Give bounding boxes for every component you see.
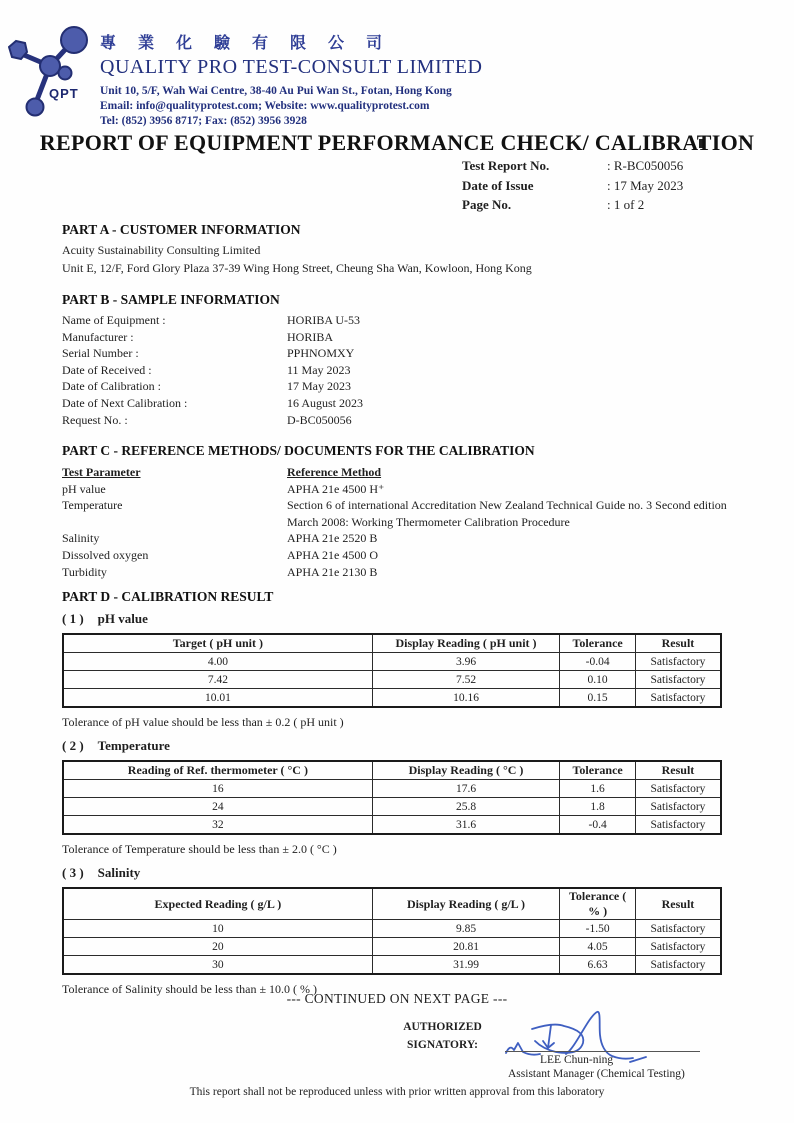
sample-info-row <box>62 362 722 379</box>
sample-info-row <box>62 312 722 329</box>
sample-info-row <box>62 329 722 346</box>
cell: 7.52 <box>372 671 560 689</box>
salinity-table <box>62 887 722 975</box>
part-b-heading: PART B - SAMPLE INFORMATION <box>62 292 280 307</box>
salinity-table-header-row <box>63 888 721 920</box>
part-c-heading: PART C - REFERENCE METHODS/ DOCUMENTS FOR THE CALIBRATION <box>62 443 535 458</box>
report-info-row <box>462 156 752 176</box>
date-next-calibration-label: Date of Next Calibration : <box>62 395 188 410</box>
table-row <box>63 780 721 798</box>
manufacturer-value: HORIBA <box>287 329 334 344</box>
table-row <box>63 689 721 708</box>
method-ph: APHA 21e 4500 H⁺ <box>287 481 385 496</box>
method-temperature: Section 6 of international Accreditation New Zealand Technical Guide no. 3 Second edition March 2008: Working Thermometer Calibration Procedure <box>287 498 727 529</box>
date-next-calibration-value: 16 August 2023 <box>287 395 364 410</box>
table-row <box>63 956 721 975</box>
report-info-row <box>462 176 752 196</box>
param-salinity: Salinity <box>62 531 100 546</box>
reference-row <box>62 564 744 581</box>
cell: 0.10 <box>560 671 636 689</box>
reference-header-row <box>62 464 744 481</box>
sal-col-expected: Expected Reading ( g/L ) <box>63 888 372 920</box>
date-calibration-label: Date of Calibration : <box>62 379 161 394</box>
param-ph: pH value <box>62 481 106 496</box>
cell: 32 <box>63 816 372 835</box>
equipment-value: HORIBA U-53 <box>287 313 361 327</box>
cell: 10.16 <box>372 689 560 708</box>
ph-section-number: ( 1 ) <box>62 611 84 626</box>
temperature-table-header-row <box>63 761 721 780</box>
continued-on-next-page: --- CONTINUED ON NEXT PAGE --- <box>286 991 508 1006</box>
cell: 4.00 <box>63 653 372 671</box>
cell: 10.01 <box>63 689 372 708</box>
signatory-role: Assistant Manager (Chemical Testing) <box>508 1068 685 1080</box>
date-received-label: Date of Received : <box>62 362 152 377</box>
cell: 31.99 <box>372 956 560 975</box>
cell: 30 <box>63 956 372 975</box>
request-no-value: D-BC050056 <box>287 412 352 427</box>
ph-col-display: Display Reading ( pH unit ) <box>372 634 560 653</box>
ph-section-heading <box>62 611 722 627</box>
temp-col-tolerance: Tolerance <box>560 761 636 780</box>
report-info-row <box>462 195 752 215</box>
page-no-label: Page No. <box>462 197 512 212</box>
signatory-name: LEE Chun-ning <box>540 1054 614 1066</box>
sample-info-row <box>62 378 722 395</box>
table-row <box>63 671 721 689</box>
ph-tolerance-note: Tolerance of pH value should be less than ± 0.2 ( pH unit ) <box>62 715 344 729</box>
cell: 0.15 <box>560 689 636 708</box>
cell: Satisfactory <box>635 938 721 956</box>
tel-fax-line: Tel: (852) 3956 8717; Fax: (852) 3956 3928 <box>100 115 307 127</box>
salinity-tolerance-note: Tolerance of Salinity should be less than ± 10.0 ( % ) <box>62 982 318 996</box>
temperature-section-name: Temperature <box>97 738 170 753</box>
ph-result-section <box>62 611 722 730</box>
sample-info-row <box>62 412 722 429</box>
cell: Satisfactory <box>635 956 721 975</box>
part-a-heading: PART A - CUSTOMER INFORMATION <box>62 222 301 237</box>
test-parameter-header: Test Parameter <box>62 465 141 479</box>
company-address <box>100 84 483 129</box>
cell: 7.42 <box>63 671 372 689</box>
table-row <box>63 920 721 938</box>
cell: Satisfactory <box>635 920 721 938</box>
part-d-heading: PART D - CALIBRATION RESULT <box>62 589 274 604</box>
method-salinity: APHA 21e 2520 B <box>287 531 378 546</box>
sal-col-tolerance: Tolerance ( % ) <box>560 888 636 920</box>
cell: 31.6 <box>372 816 560 835</box>
date-of-issue-label: Date of Issue <box>462 177 534 193</box>
reference-row <box>62 530 744 547</box>
part-c-section <box>62 443 744 580</box>
table-row <box>63 798 721 816</box>
cell: 4.05 <box>560 938 636 956</box>
cell: -0.04 <box>560 653 636 671</box>
cell: 9.85 <box>372 920 560 938</box>
salinity-section-number: ( 3 ) <box>62 865 84 880</box>
cell: 1.6 <box>560 780 636 798</box>
reference-row <box>62 497 744 530</box>
footer-disclaimer: This report shall not be reproduced unless with prior written approval from this laboratory <box>189 1086 605 1098</box>
signatory-label: SIGNATORY: <box>407 1039 478 1051</box>
cell: -1.50 <box>560 920 636 938</box>
param-dissolved-oxygen: Dissolved oxygen <box>62 547 149 562</box>
report-no-value: : R-BC050056 <box>607 158 684 173</box>
cell: 16 <box>63 780 372 798</box>
temperature-section-heading <box>62 738 722 754</box>
temperature-table <box>62 760 722 835</box>
customer-name: Acuity Sustainability Consulting Limited <box>62 243 261 257</box>
email-website-line: Email: info@qualityprotest.com; Website: www.qualityprotest.com <box>100 100 430 112</box>
report-no-label: Test Report No. <box>462 158 550 173</box>
authorized-label: AUTHORIZED <box>403 1021 482 1033</box>
ph-col-tolerance: Tolerance <box>560 634 636 653</box>
authorized-signatory-label <box>395 1018 490 1054</box>
ph-col-result: Result <box>635 634 721 653</box>
param-temperature: Temperature <box>62 498 123 513</box>
cell: Satisfactory <box>635 653 721 671</box>
sample-info-row <box>62 345 722 362</box>
ph-col-target: Target ( pH unit ) <box>63 634 372 653</box>
part-a-section <box>62 222 722 277</box>
temp-col-display: Display Reading ( °C ) <box>372 761 560 780</box>
cell: Satisfactory <box>635 689 721 708</box>
serial-label: Serial Number : <box>62 346 139 361</box>
salinity-section-heading <box>62 865 722 881</box>
cell: 25.8 <box>372 798 560 816</box>
request-no-label: Request No. : <box>62 412 128 427</box>
cell: Satisfactory <box>635 816 721 835</box>
cell: 24 <box>63 798 372 816</box>
temp-col-result: Result <box>635 761 721 780</box>
temperature-tolerance-note: Tolerance of Temperature should be less than ± 2.0 ( °C ) <box>62 842 337 856</box>
param-turbidity: Turbidity <box>62 564 107 579</box>
company-name-chinese: 專 業 化 驗 有 限 公 司 <box>100 35 392 52</box>
temperature-section-number: ( 2 ) <box>62 738 84 753</box>
cell: Satisfactory <box>635 780 721 798</box>
sal-col-result: Result <box>635 888 721 920</box>
reference-row <box>62 481 744 498</box>
date-received-value: 11 May 2023 <box>287 362 351 377</box>
cell: 1.8 <box>560 798 636 816</box>
salinity-result-section <box>62 865 722 997</box>
method-dissolved-oxygen: APHA 21e 4500 O <box>287 547 379 562</box>
address-line: Unit 10, 5/F, Wah Wai Centre, 38-40 Au Pui Wan St., Fotan, Hong Kong <box>100 85 452 97</box>
table-row <box>63 938 721 956</box>
cell: -0.4 <box>560 816 636 835</box>
cell: 6.63 <box>560 956 636 975</box>
cell: 20.81 <box>372 938 560 956</box>
page-title: REPORT OF EQUIPMENT PERFORMANCE CHECK/ CALIBRATION <box>39 130 755 155</box>
cell: 20 <box>63 938 372 956</box>
manufacturer-label: Manufacturer : <box>62 329 134 344</box>
reference-row <box>62 547 744 564</box>
ph-table-header-row <box>63 634 721 653</box>
ph-section-name: pH value <box>97 611 148 626</box>
temperature-result-section <box>62 738 722 857</box>
temp-col-ref: Reading of Ref. thermometer ( °C ) <box>63 761 372 780</box>
method-turbidity: APHA 21e 2130 B <box>287 564 378 579</box>
cell: Satisfactory <box>635 671 721 689</box>
table-row <box>63 816 721 835</box>
signature-line <box>505 1051 700 1052</box>
equipment-label: Name of Equipment : <box>62 313 166 327</box>
company-header <box>100 30 483 129</box>
cell: Satisfactory <box>635 798 721 816</box>
cell: 10 <box>63 920 372 938</box>
logo-text: QPT <box>49 86 79 101</box>
date-calibration-value: 17 May 2023 <box>287 379 351 394</box>
cell: 3.96 <box>372 653 560 671</box>
serial-value: PPHNOMXY <box>287 346 355 361</box>
date-of-issue-value: : 17 May 2023 <box>607 177 684 193</box>
qpt-molecule-logo <box>8 26 100 124</box>
cell: 17.6 <box>372 780 560 798</box>
salinity-section-name: Salinity <box>97 865 141 880</box>
part-b-section <box>62 292 722 428</box>
sal-col-display: Display Reading ( g/L ) <box>372 888 560 920</box>
report-info <box>462 156 752 215</box>
customer-address: Unit E, 12/F, Ford Glory Plaza 37-39 Wing Hong Street, Cheung Sha Wan, Kowloon, Hong Kong <box>62 260 532 275</box>
company-name-english: QUALITY PRO TEST-CONSULT LIMITED <box>100 56 483 78</box>
table-row <box>63 653 721 671</box>
sample-info-row <box>62 395 722 412</box>
ph-table <box>62 633 722 708</box>
reference-method-header: Reference Method <box>287 465 382 479</box>
page-no-value: : 1 of 2 <box>607 197 645 212</box>
